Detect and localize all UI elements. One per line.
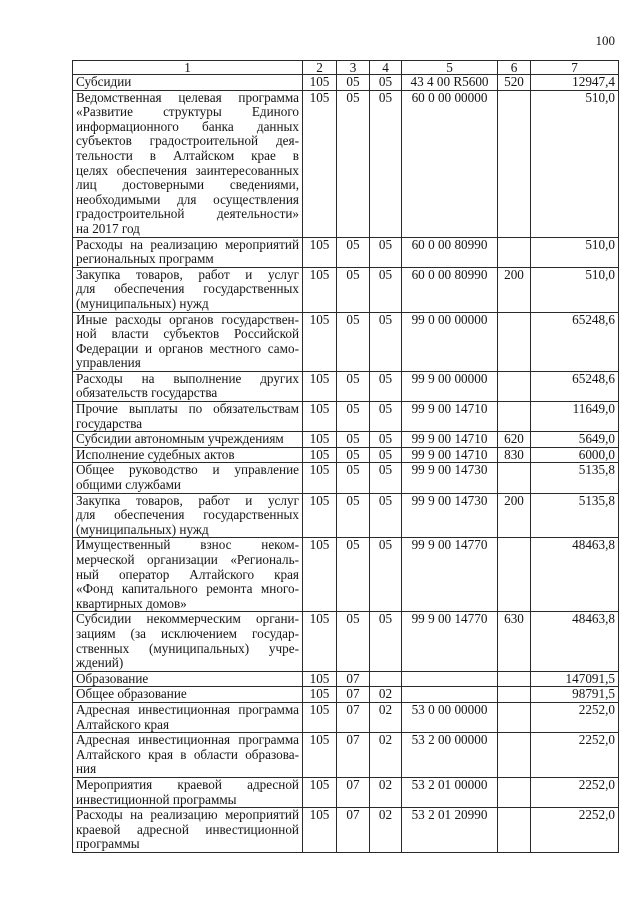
cell-expense-type: [498, 671, 531, 687]
cell-description: [73, 777, 303, 807]
cell-description: [73, 733, 303, 778]
cell-target-item: 60 0 00 00000: [402, 90, 498, 237]
cell-amount: 5135,8: [531, 493, 619, 538]
table-row: [73, 538, 619, 612]
description-line: ной власти субъектов Российской: [76, 326, 299, 342]
cell-description: [73, 237, 303, 267]
description-line: мерческой организации «Региональ-: [76, 552, 299, 567]
table-row: [73, 777, 619, 807]
table-row: [73, 432, 619, 448]
description-line: целях обеспечения заинтересованных: [76, 162, 299, 178]
cell-section: 05: [337, 432, 370, 448]
table-body: [73, 75, 619, 853]
description-line: Субсидии автономным учреждениям: [76, 431, 284, 447]
cell-description: [73, 463, 303, 493]
description-line: для обеспечения государственных: [76, 281, 299, 297]
cell-target-item: 99 9 00 00000: [402, 371, 498, 401]
cell-expense-type: 200: [498, 493, 531, 538]
cell-amount: 11649,0: [531, 402, 619, 432]
cell-amount: 5135,8: [531, 463, 619, 493]
cell-subsection: 02: [370, 733, 402, 778]
table-row: [73, 493, 619, 538]
table-row: [73, 463, 619, 493]
description-line: зациям (за исключением государ-: [76, 625, 299, 641]
cell-expense-type: [498, 237, 531, 267]
cell-target-item: 99 9 00 14770: [402, 612, 498, 671]
cell-ministry-code: 105: [303, 402, 337, 432]
cell-target-item: 99 9 00 14710: [402, 447, 498, 463]
cell-amount: 2252,0: [531, 777, 619, 807]
table-row: [73, 312, 619, 371]
cell-description: [73, 612, 303, 671]
description-line: Адресная инвестиционная программа: [76, 732, 299, 748]
cell-section: 05: [337, 538, 370, 612]
cell-amount: 12947,4: [531, 75, 619, 91]
cell-subsection: 05: [370, 402, 402, 432]
cell-description: [73, 671, 303, 687]
cell-section: 05: [337, 447, 370, 463]
cell-ministry-code: 105: [303, 75, 337, 91]
header-cell-5: 5: [402, 61, 498, 75]
cell-target-item: 99 9 00 14730: [402, 493, 498, 538]
description-line: «Развитие структуры Единого: [76, 104, 299, 120]
cell-subsection: 02: [370, 777, 402, 807]
cell-ministry-code: 105: [303, 237, 337, 267]
cell-section: 07: [337, 733, 370, 778]
cell-target-item: 53 2 00 00000: [402, 733, 498, 778]
description-line: инвестиционной программы: [76, 791, 237, 807]
cell-expense-type: [498, 90, 531, 237]
description-line: (муниципальных) нужд: [76, 295, 209, 311]
description-line: обязательств государства: [76, 385, 218, 401]
cell-expense-type: [498, 463, 531, 493]
cell-subsection: 05: [370, 538, 402, 612]
cell-section: 05: [337, 463, 370, 493]
cell-section: 07: [337, 702, 370, 732]
cell-subsection: [370, 671, 402, 687]
description-line: тельности в Алтайском крае в: [76, 147, 299, 163]
cell-ministry-code: 105: [303, 671, 337, 687]
header-cell-1: 1: [73, 61, 303, 75]
cell-ministry-code: 105: [303, 312, 337, 371]
cell-amount: 147091,5: [531, 671, 619, 687]
cell-description: [73, 808, 303, 853]
cell-subsection: 05: [370, 267, 402, 312]
description-line: Общее образование: [76, 686, 187, 702]
cell-target-item: 99 9 00 14730: [402, 463, 498, 493]
table-row: [73, 75, 619, 91]
cell-expense-type: 200: [498, 267, 531, 312]
cell-expense-type: 620: [498, 432, 531, 448]
cell-target-item: 99 9 00 14770: [402, 538, 498, 612]
cell-description: [73, 702, 303, 732]
cell-subsection: 02: [370, 702, 402, 732]
description-line: государства: [76, 415, 143, 431]
cell-subsection: 02: [370, 808, 402, 853]
cell-subsection: 05: [370, 371, 402, 401]
cell-expense-type: [498, 687, 531, 703]
cell-amount: 6000,0: [531, 447, 619, 463]
cell-subsection: 05: [370, 75, 402, 91]
cell-expense-type: [498, 702, 531, 732]
header-cell-2: 2: [303, 61, 337, 75]
table-row: [73, 687, 619, 703]
description-line: общими службами: [76, 477, 181, 493]
table-row: [73, 702, 619, 732]
description-line: субъектов градостроительной дея-: [76, 133, 299, 149]
cell-ministry-code: 105: [303, 702, 337, 732]
cell-ministry-code: 105: [303, 777, 337, 807]
cell-amount: 65248,6: [531, 371, 619, 401]
cell-subsection: 05: [370, 432, 402, 448]
header-cell-4: 4: [370, 61, 402, 75]
cell-description: [73, 493, 303, 538]
cell-target-item: 53 0 00 00000: [402, 702, 498, 732]
cell-ministry-code: 105: [303, 267, 337, 312]
cell-target-item: 53 2 01 20990: [402, 808, 498, 853]
cell-subsection: 02: [370, 687, 402, 703]
cell-amount: 2252,0: [531, 702, 619, 732]
cell-description: [73, 267, 303, 312]
cell-subsection: 05: [370, 312, 402, 371]
cell-section: 05: [337, 493, 370, 538]
description-line: ственных (муниципальных) учре-: [76, 640, 299, 656]
table-row: [73, 612, 619, 671]
table-row: [73, 237, 619, 267]
cell-section: 05: [337, 267, 370, 312]
table-header: [73, 61, 619, 75]
description-line: необходимыми для осуществления: [76, 191, 299, 207]
cell-section: 05: [337, 75, 370, 91]
cell-ministry-code: 105: [303, 612, 337, 671]
cell-expense-type: [498, 371, 531, 401]
description-line: программы: [76, 836, 140, 852]
cell-description: [73, 402, 303, 432]
cell-expense-type: [498, 538, 531, 612]
description-line: Расходы на реализацию мероприятий: [76, 807, 299, 823]
budget-table: [72, 60, 619, 853]
cell-description: [73, 90, 303, 237]
table-row: [73, 371, 619, 401]
cell-subsection: 05: [370, 612, 402, 671]
description-line: Имущественный взнос неком-: [76, 537, 299, 553]
cell-target-item: 60 0 00 80990: [402, 237, 498, 267]
cell-section: 05: [337, 237, 370, 267]
description-line: Расходы на выполнение других: [76, 371, 299, 386]
description-line: Иные расходы органов государствен-: [76, 312, 299, 327]
cell-description: [73, 687, 303, 703]
cell-expense-type: [498, 808, 531, 853]
cell-ministry-code: 105: [303, 463, 337, 493]
description-line: Закупка товаров, работ и услуг: [76, 493, 299, 508]
cell-subsection: 05: [370, 237, 402, 267]
cell-amount: 48463,8: [531, 538, 619, 612]
description-line: информационного банка данных: [76, 118, 299, 134]
cell-description: [73, 432, 303, 448]
cell-section: 07: [337, 808, 370, 853]
description-line: управления: [76, 355, 141, 371]
cell-amount: 510,0: [531, 237, 619, 267]
cell-target-item: 53 2 01 00000: [402, 777, 498, 807]
cell-expense-type: [498, 733, 531, 778]
description-line: региональных программ: [76, 251, 214, 267]
cell-amount: 510,0: [531, 267, 619, 312]
cell-target-item: 99 0 00 00000: [402, 312, 498, 371]
cell-section: 07: [337, 777, 370, 807]
table-row: [73, 671, 619, 687]
cell-expense-type: [498, 777, 531, 807]
cell-ministry-code: 105: [303, 538, 337, 612]
description-line: Адресная инвестиционная программа: [76, 702, 299, 717]
cell-ministry-code: 105: [303, 808, 337, 853]
cell-expense-type: 520: [498, 75, 531, 91]
table-row: [73, 402, 619, 432]
cell-description: [73, 538, 303, 612]
description-line: Общее руководство и управление: [76, 462, 299, 478]
description-line: Ведомственная целевая программа: [76, 90, 299, 105]
description-line: Субсидии некоммерческим органи-: [76, 611, 299, 627]
description-line: Образование: [76, 671, 149, 686]
description-line: Мероприятия краевой адресной: [76, 777, 299, 792]
description-line: Расходы на реализацию мероприятий: [76, 237, 299, 252]
cell-target-item: 43 4 00 R5600: [402, 75, 498, 91]
cell-section: 07: [337, 687, 370, 703]
description-line: Субсидии: [76, 74, 132, 89]
cell-description: [73, 371, 303, 401]
cell-expense-type: [498, 312, 531, 371]
cell-description: [73, 447, 303, 463]
cell-expense-type: 830: [498, 447, 531, 463]
header-cell-6: 6: [498, 61, 531, 75]
cell-section: 05: [337, 612, 370, 671]
description-line: Исполнение судебных актов: [76, 447, 235, 462]
description-line: ждений): [76, 655, 124, 671]
cell-amount: 98791,5: [531, 687, 619, 703]
description-line: градостроительной деятельности»: [76, 206, 299, 222]
description-line: краевой адресной инвестиционной: [76, 821, 299, 837]
description-line: (муниципальных) нужд: [76, 521, 209, 537]
cell-ministry-code: 105: [303, 733, 337, 778]
description-line: ния: [76, 761, 97, 777]
table-row: [73, 733, 619, 778]
cell-ministry-code: 105: [303, 493, 337, 538]
header-cell-3: 3: [337, 61, 370, 75]
cell-subsection: 05: [370, 90, 402, 237]
cell-amount: 510,0: [531, 90, 619, 237]
cell-section: 05: [337, 402, 370, 432]
cell-expense-type: [498, 402, 531, 432]
cell-subsection: 05: [370, 493, 402, 538]
cell-ministry-code: 105: [303, 90, 337, 237]
cell-target-item: 99 9 00 14710: [402, 432, 498, 448]
header-cell-7: 7: [531, 61, 619, 75]
cell-amount: 65248,6: [531, 312, 619, 371]
description-line: Прочие выплаты по обязательствам: [76, 401, 299, 417]
cell-amount: 2252,0: [531, 733, 619, 778]
cell-ministry-code: 105: [303, 447, 337, 463]
description-line: Алтайского края в области образова-: [76, 746, 299, 762]
cell-expense-type: 630: [498, 612, 531, 671]
cell-target-item: [402, 671, 498, 687]
cell-subsection: 05: [370, 447, 402, 463]
description-line: Федерации и органов местного само-: [76, 340, 299, 356]
cell-section: 05: [337, 371, 370, 401]
description-line: Закупка товаров, работ и услуг: [76, 267, 299, 282]
description-line: лиц достоверными сведениями,: [76, 177, 299, 193]
cell-amount: 5649,0: [531, 432, 619, 448]
description-line: для обеспечения государственных: [76, 507, 299, 523]
cell-subsection: 05: [370, 463, 402, 493]
table-row: [73, 808, 619, 853]
cell-section: 05: [337, 312, 370, 371]
cell-section: 05: [337, 90, 370, 237]
cell-ministry-code: 105: [303, 432, 337, 448]
table-row: [73, 90, 619, 237]
table-row: [73, 267, 619, 312]
cell-target-item: [402, 687, 498, 703]
description-line: Алтайского края: [76, 716, 170, 732]
cell-target-item: 60 0 00 80990: [402, 267, 498, 312]
page-number: 100: [595, 33, 615, 48]
description-line: ный оператор Алтайского края: [76, 566, 299, 582]
cell-ministry-code: 105: [303, 371, 337, 401]
description-line: «Фонд капитального ремонта много-: [76, 581, 299, 597]
description-line: на 2017 год: [76, 220, 140, 236]
description-line: квартирных домов»: [76, 595, 187, 611]
cell-target-item: 99 9 00 14710: [402, 402, 498, 432]
cell-section: 07: [337, 671, 370, 687]
table-row: [73, 447, 619, 463]
header-row: [73, 61, 619, 75]
cell-ministry-code: 105: [303, 687, 337, 703]
cell-description: [73, 312, 303, 371]
cell-amount: 2252,0: [531, 808, 619, 853]
cell-amount: 48463,8: [531, 612, 619, 671]
cell-description: [73, 75, 303, 91]
